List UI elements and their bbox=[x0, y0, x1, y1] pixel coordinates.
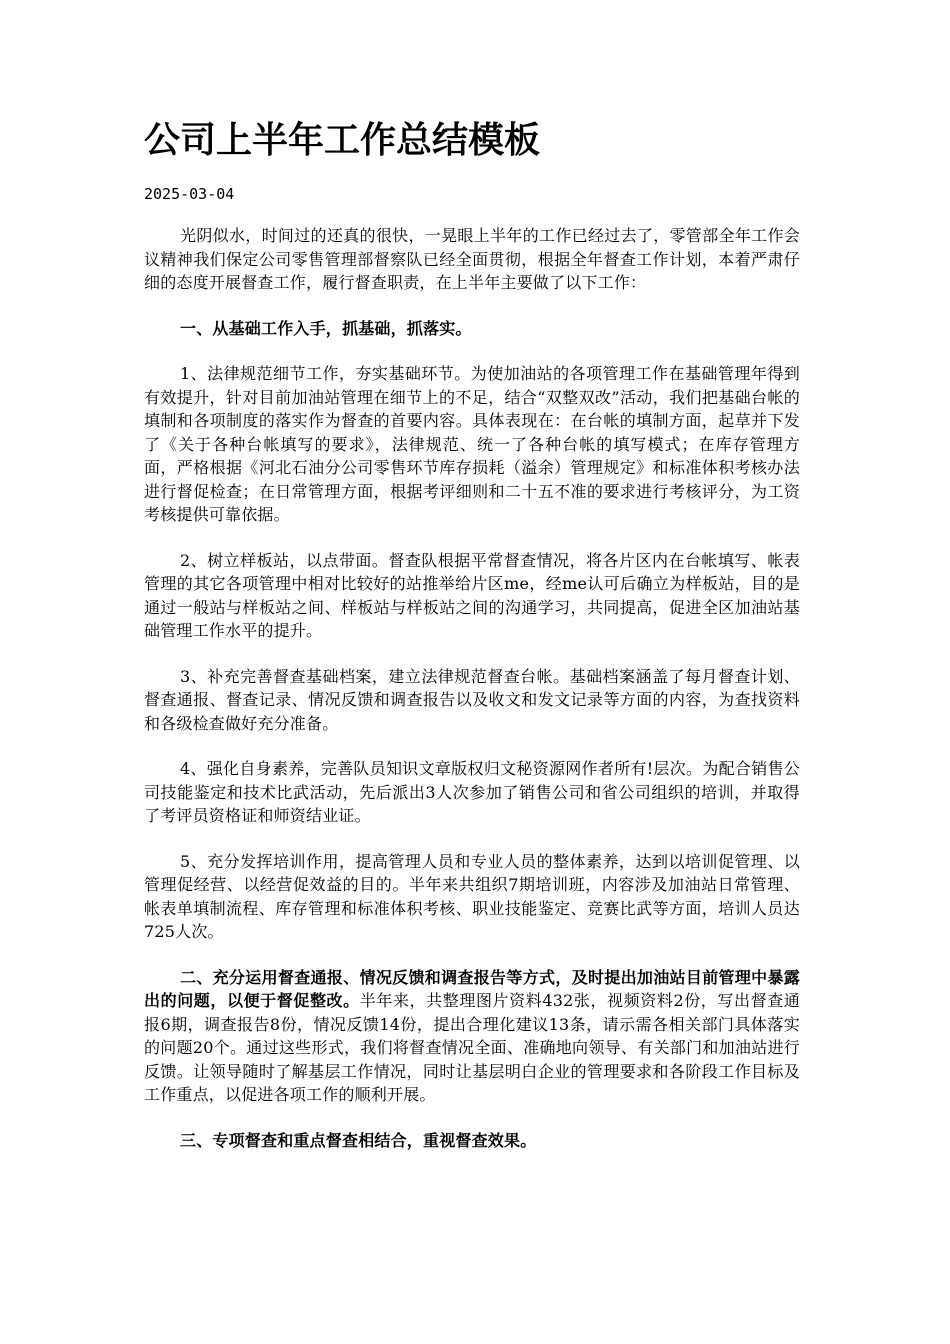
document-title: 公司上半年工作总结模板 bbox=[144, 120, 541, 161]
paragraph-intro: 光阴似水，时间过的还真的很快，一晃眼上半年的工作已经过去了，零管部全年工作会议精神我们保定公司零售管理部督察队已经全面贯彻，根据全年督查工作计划，本着严肃仔细的态度开展督查工作，履行督查职责，在上半年主要做了以下工作： bbox=[144, 226, 800, 292]
section-2-text: 半年来，共整理图片资料432张，视频资料2份，写出督查通报6期，调查报告8份，情况反馈14份，提出合理化建议13条，请示需各相关部门具体落实的问题20个。通过这些形式，我们将督查情况全面、准确地向领导、有关部门和加油站进行反馈。让领导随时了解基层工作情况，同时让基层明白企业的管理要求和各阶段工作目标及工作重点，以促进各项工作的顺利开展。 bbox=[144, 991, 800, 1104]
paragraph-item-4: 4、强化自身素养，完善队员知识文章版权归文秘资源网作者所有!层次。为配合销售公司技能鉴定和技术比武活动，先后派出3人次参加了销售公司和省公司组织的培训，并取得了考评员资格证和师资结业证。 bbox=[144, 759, 800, 825]
section-heading-2: 二、充分运用督查通报、情况反馈和调查报告等方式，及时提出加油站目前管理中暴露出的问题，以便于督促整改。 bbox=[144, 967, 800, 1010]
document-body bbox=[144, 224, 800, 1174]
paragraph-item-3: 3、补充完善督查基础档案，建立法律规范督查台帐。基础档案涵盖了每月督查计划、督查通报、督查记录、情况反馈和调查报告以及收文和发文记录等方面的内容，为查找资料和各级检查做好充分准备。 bbox=[144, 666, 800, 733]
paragraph-item-1: 1、法律规范细节工作，夯实基础环节。为使加油站的各项管理工作在基础管理年得到有效提升，针对目前加油站管理在细节上的不足，结合“双整双改”活动，我们把基础台帐的填制和各项制度的落实作为督查的首要内容。具体表现在：在台帐的填制方面，起草并下发了《关于各种台帐填写的要求》，法律规范、统一了各种台帐的填写模式；在库存管理方面，严格根据《河北石油分公司零售环节库存损耗（溢余）管理规定》和标准体积考核办法进行督促检查；在日常管理方面，根据考评细则和二十五不准的要求进行考核评分，为工资考核提供可靠依据。 bbox=[144, 364, 800, 524]
paragraph-section-2 bbox=[144, 966, 800, 1107]
section-heading-1: 一、从基础工作入手，抓基础，抓落实。 bbox=[180, 318, 472, 338]
document-date: 2025-03-04 bbox=[144, 185, 235, 203]
section-heading-3: 三、专项督查和重点督查相结合，重视督查效果。 bbox=[180, 1130, 537, 1150]
paragraph-item-2: 2、树立样板站，以点带面。督查队根据平常督查情况，将各片区内在台帐填写、帐表管理的其它各项管理中相对比较好的站推举给片区me，经me认可后确立为样板站，目的是通过一般站与样板站之间、样板站与样板站之间的沟通学习，共同提高，促进全区加油站基础管理工作水平的提升。 bbox=[144, 550, 800, 640]
paragraph-item-5: 5、充分发挥培训作用，提高管理人员和专业人员的整体素养，达到以培训促管理、以管理促经营、以经营促效益的目的。半年来共组织7期培训班，内容涉及加油站日常管理、帐表单填制流程、库存管理和标准体积考核、职业技能鉴定、竞赛比武等方面，培训人员达725人次。 bbox=[144, 851, 800, 941]
